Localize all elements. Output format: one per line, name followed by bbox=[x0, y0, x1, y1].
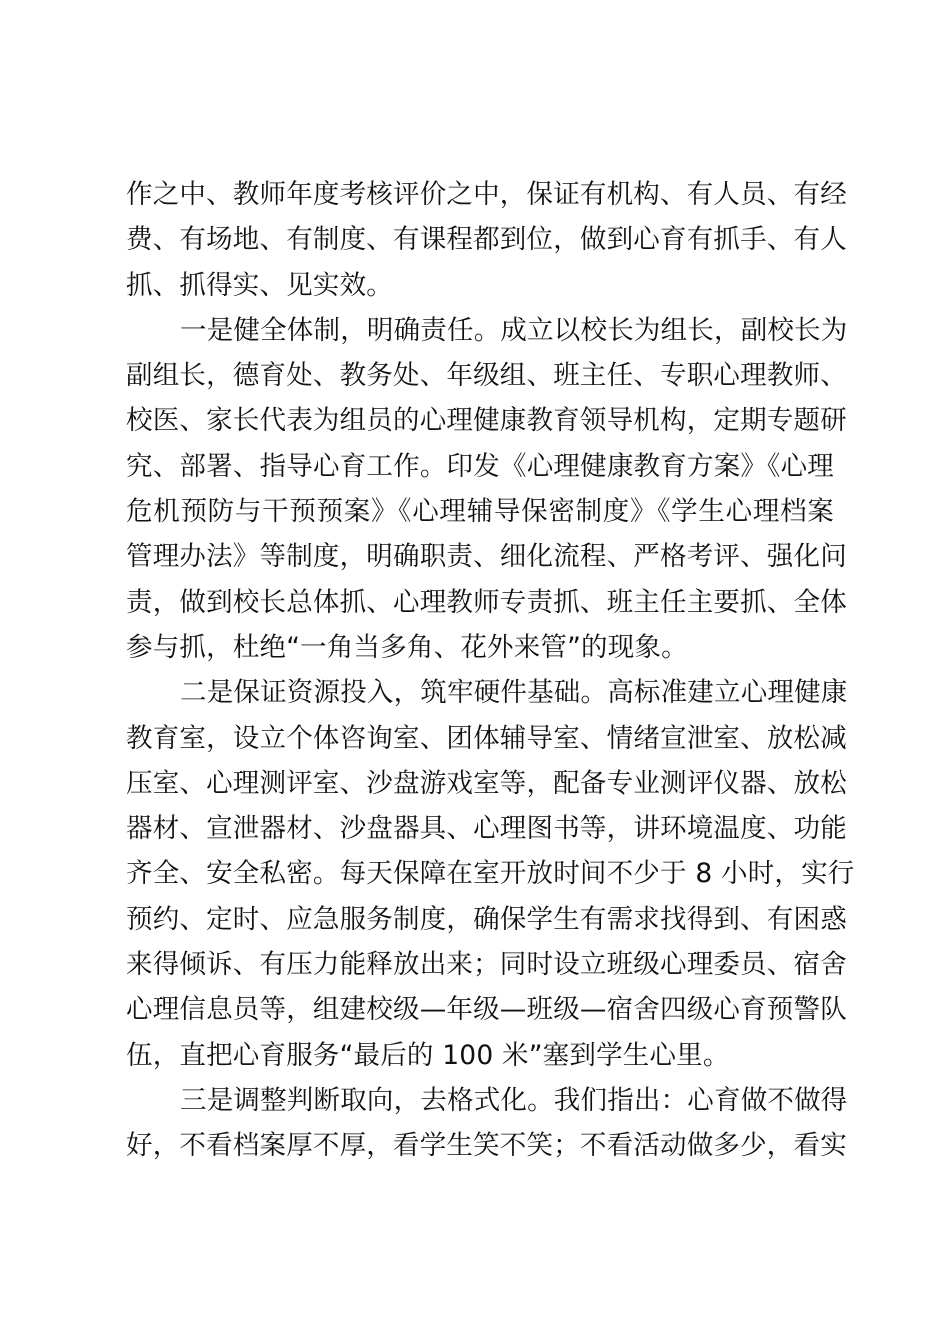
text-line: 伍，直把心育服务“最后的 100 米”塞到学生心里。 bbox=[126, 1039, 730, 1071]
text-line: 管理办法》等制度，明确职责、细化流程、严格考评、强化问 bbox=[126, 541, 847, 573]
paragraph-system bbox=[126, 308, 848, 670]
paragraph-resources bbox=[126, 670, 855, 1078]
document-page bbox=[126, 172, 855, 1169]
text-line: 作之中、教师年度考核评价之中，保证有机构、有人员、有经 bbox=[126, 179, 847, 210]
text-line: 心理信息员等，组建校级—年级—班级—宿舍四级心育预警队 bbox=[126, 994, 847, 1026]
text-line: 费、有场地、有制度、有课程都到位，做到心育有抓手、有人 bbox=[126, 224, 847, 256]
text-line: 预约、定时、应急服务制度，确保学生有需求找得到、有困惑 bbox=[126, 903, 847, 935]
text-line: 来得倾诉、有压力能释放出来；同时设立班级心理委员、宿舍 bbox=[126, 949, 847, 981]
text-line: 压室、心理测评室、沙盘游戏室等，配备专业测评仪器、放松 bbox=[126, 767, 847, 799]
text-line: 副组长，德育处、教务处、年级组、班主任、专职心理教师、 bbox=[126, 360, 847, 392]
paragraph-continuation bbox=[126, 172, 847, 308]
text-line: 危机预防与干预预案》《心理辅导保密制度》《学生心理档案 bbox=[126, 496, 834, 528]
text-line: 参与抓，杜绝“一角当多角、花外来管”的现象。 bbox=[126, 631, 688, 663]
text-line: 抓、抓得实、见实效。 bbox=[126, 269, 393, 301]
text-line: 器材、宣泄器材、沙盘器具、心理图书等，讲环境温度、功能 bbox=[126, 813, 847, 845]
text-line: 三是调整判断取向，去格式化。我们指出：心育做不做得 bbox=[180, 1084, 848, 1116]
paragraph-orientation bbox=[126, 1078, 848, 1169]
text-line: 齐全、安全私密。每天保障在室开放时间不少于 8 小时，实行 bbox=[126, 858, 855, 890]
text-line: 责，做到校长总体抓、心理教师专责抓、班主任主要抓、全体 bbox=[126, 586, 847, 618]
text-line: 校医、家长代表为组员的心理健康教育领导机构，定期专题研 bbox=[126, 405, 847, 437]
text-line: 一是健全体制，明确责任。成立以校长为组长，副校长为 bbox=[180, 314, 848, 346]
text-line: 教育室，设立个体咨询室、团体辅导室、情绪宣泄室、放松减 bbox=[126, 722, 847, 754]
text-line: 好，不看档案厚不厚，看学生笑不笑；不看活动做多少，看实 bbox=[126, 1130, 847, 1162]
text-line: 究、部署、指导心育工作。印发《心理健康教育方案》《心理 bbox=[126, 450, 834, 482]
text-line: 二是保证资源投入，筑牢硬件基础。高标准建立心理健康 bbox=[180, 677, 848, 709]
